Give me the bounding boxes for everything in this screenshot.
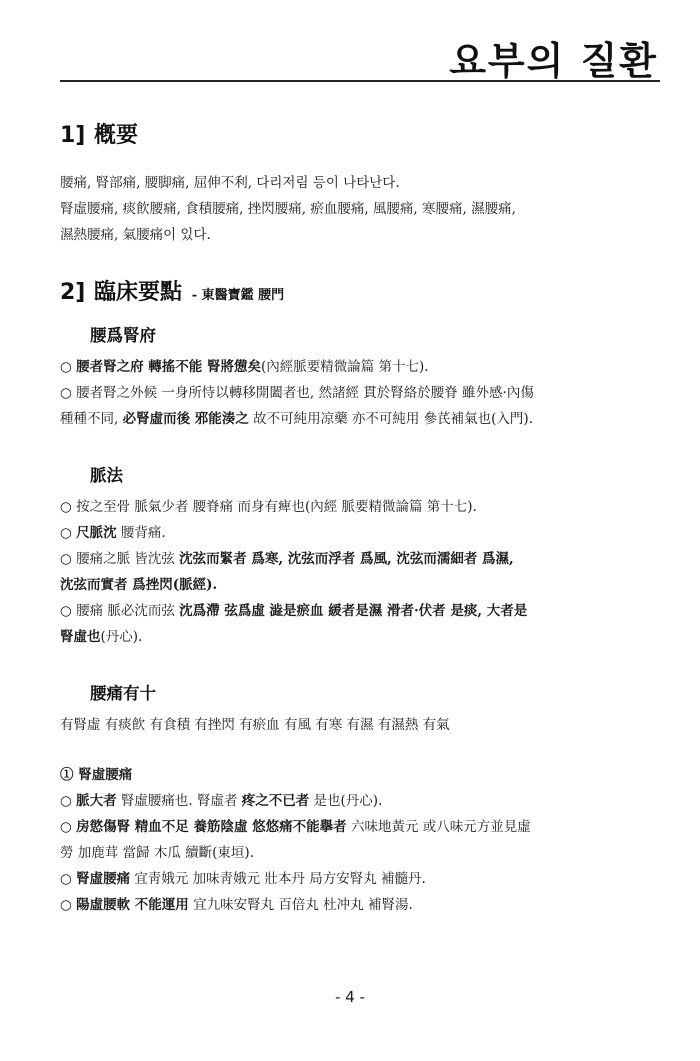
sec1-line-3: 濕熱腰痛, 氣腰痛이 있다.	[60, 227, 211, 243]
subhead-maifa: 脈法	[90, 466, 123, 485]
subhead-yaowei: 腰爲腎府	[90, 326, 156, 345]
section-2-title: 臨床要點	[94, 279, 183, 305]
subhead-yaotong: 腰痛有十	[90, 684, 156, 703]
maifa-line-6: 腎虛也(丹心).	[60, 629, 143, 645]
section-1-title: 槪要	[94, 122, 139, 148]
block-yaowei	[60, 354, 670, 432]
maifa-line-5: ○ 腰痛 脈必沈而弦 沈爲滯 弦爲虛 澁是瘀血 緩者是濕 滑者·伏者 是痰, 大者是	[60, 603, 528, 619]
page-title: 요부의 질환	[449, 39, 658, 83]
sec1-line-1: 腰痛, 腎部痛, 腰脚痛, 屈伸不利, 다리저림 등이 나타난다.	[60, 175, 400, 191]
shenxu-line-3: 勞 加鹿茸 當歸 木瓜 續斷(東垣).	[60, 845, 254, 861]
section-2-number: 2]	[60, 280, 86, 305]
yaowei-line-2: ○ 腰者腎之外候 一身所恃以轉移開闔者也, 然諸經 貫於腎絡於腰脊 雖外感·內傷	[60, 385, 534, 401]
block-shenxu	[60, 762, 670, 918]
shenxu-line-5: ○ 陽虛腰軟 不能運用 宜九味安腎丸 百倍丸 杜冲丸 補腎湯.	[60, 897, 413, 913]
yaowei-line-1: ○ 腰者腎之府 轉搖不能 腎將憊矣(內經脈要精微論篇 第十七).	[60, 359, 429, 375]
sec1-line-2: 腎虛腰痛, 痰飮腰痛, 食積腰痛, 挫閃腰痛, 瘀血腰痛, 風腰痛, 寒腰痛, 濕腰痛,	[60, 201, 516, 217]
section-1-number: 1]	[60, 123, 86, 148]
section-1-heading	[60, 118, 138, 149]
maifa-line-1: ○ 按之至骨 脈氣少者 腰脊痛 而身有痺也(內經 脈要精微論篇 第十七).	[60, 499, 477, 515]
section-1-body	[60, 170, 670, 248]
shenxu-heading: ① 腎虛腰痛	[60, 767, 133, 783]
page-number: - 4 -	[335, 988, 365, 1006]
shenxu-line-1: ○ 脈大者 腎虛腰痛也. 腎虛者 疼之不已者 是也(丹心).	[60, 793, 383, 809]
maifa-line-2: ○ 尺脈沈 腰背痛.	[60, 525, 166, 541]
title-rule	[60, 80, 660, 82]
yaowei-line-3: 種種不同, 必腎虛而後 邪能湊之 故不可純用凉藥 亦不可純用 參芪補氣也(入門).	[60, 411, 533, 427]
section-2-heading	[60, 275, 284, 306]
section-2-source: - 東醫寶鑑 腰門	[191, 288, 285, 303]
maifa-line-4: 沈弦而實者 爲挫閃(脈經).	[60, 577, 218, 593]
shenxu-line-4: ○ 腎虛腰痛 宜靑娥元 加味靑娥元 壯本丹 局方安腎丸 補髓丹.	[60, 871, 426, 887]
shenxu-line-2: ○ 房慾傷腎 精血不足 養筋陰虛 悠悠痛不能擧者 六味地黃元 或八味元方並見虛	[60, 819, 531, 835]
maifa-line-3: ○ 腰痛之脈 皆沈弦 沈弦而緊者 爲寒, 沈弦而浮者 爲風, 沈弦而濡細者 爲濕,	[60, 551, 514, 567]
yaotong-line-1: 有腎虛 有痰飮 有食積 有挫閃 有瘀血 有風 有寒 有濕 有濕熱 有氣	[60, 717, 450, 733]
block-yaotong	[60, 712, 670, 738]
block-maifa	[60, 494, 670, 650]
